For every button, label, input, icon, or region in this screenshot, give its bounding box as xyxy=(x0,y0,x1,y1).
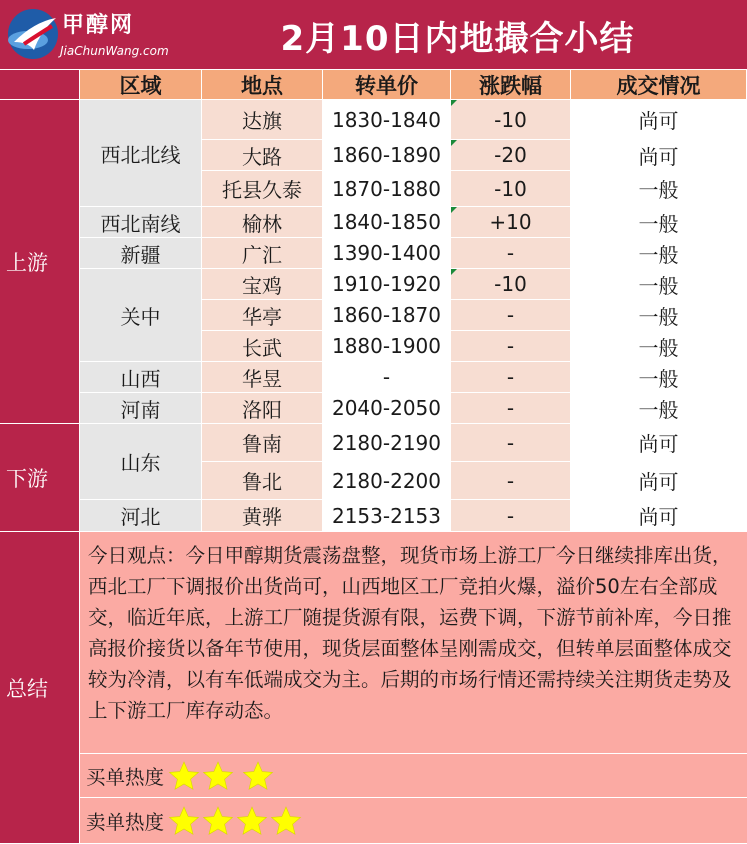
location-cell: 托县久泰 xyxy=(202,171,323,207)
change-cell: - xyxy=(451,331,571,362)
col-header-status: 成交情况 xyxy=(571,70,747,100)
comment-marker xyxy=(451,140,457,146)
location-cell: 大路 xyxy=(202,140,323,171)
site-logo xyxy=(4,4,169,66)
change-cell: -20 xyxy=(451,140,571,171)
logo-url: JiaChunWang.com xyxy=(60,44,169,58)
change-cell: +10 xyxy=(451,207,571,238)
sell-heat-row xyxy=(80,798,747,844)
logo-emblem-icon xyxy=(4,4,62,62)
star-icon xyxy=(202,805,234,837)
buy-heat-row xyxy=(80,754,747,798)
star-icon xyxy=(236,805,268,837)
region-hebei: 河北 xyxy=(80,500,202,532)
col-header-change: 涨跌幅 xyxy=(451,70,571,100)
location-cell: 榆林 xyxy=(202,207,323,238)
col-header-location: 地点 xyxy=(202,70,323,100)
header-bar xyxy=(0,0,747,70)
comment-marker xyxy=(451,100,457,106)
location-cell: 鲁北 xyxy=(202,462,323,500)
price-cell: 2180-2190 xyxy=(323,424,451,462)
location-cell: 华昱 xyxy=(202,362,323,393)
sell-heat-stars xyxy=(168,805,304,837)
status-cell: 一般 xyxy=(571,393,747,424)
location-cell: 宝鸡 xyxy=(202,269,323,300)
header-side-blank xyxy=(0,70,80,100)
summary-text: 今日观点：今日甲醇期货震荡盘整，现货市场上游工厂今日继续排库出货，西北工厂下调报价出货尚可，山西地区工厂竞拍火爆，溢价50左右全部成交，临近年底，上游工厂随提货源有限，运费下调，下游节前补库，今日推高报价接货以备年节使用，现货层面整体呈刚需成交，但转单层面整体成交较为冷清，以有车低端成交为主。后期的市场行情还需持续关注期货走势及上下游工厂库存动态。 xyxy=(80,532,747,754)
price-cell: 2153-2153 xyxy=(323,500,451,532)
change-cell: - xyxy=(451,300,571,331)
sell-heat-label: 卖单热度 xyxy=(86,810,165,834)
price-cell: - xyxy=(323,362,451,393)
status-cell: 尚可 xyxy=(571,462,747,500)
price-cell: 1830-1840 xyxy=(323,100,451,140)
region-shandong: 山东 xyxy=(80,424,202,500)
change-cell: -10 xyxy=(451,100,571,140)
col-header-region: 区域 xyxy=(80,70,202,100)
status-cell: 尚可 xyxy=(571,100,747,140)
price-cell: 1390-1400 xyxy=(323,238,451,269)
change-cell: -10 xyxy=(451,269,571,300)
col-header-price: 转单价 xyxy=(323,70,451,100)
status-cell: 一般 xyxy=(571,171,747,207)
change-cell: - xyxy=(451,238,571,269)
region-northwest-south: 西北南线 xyxy=(80,207,202,238)
star-icon xyxy=(270,805,302,837)
location-cell: 黄骅 xyxy=(202,500,323,532)
price-cell: 1880-1900 xyxy=(323,331,451,362)
status-cell: 尚可 xyxy=(571,424,747,462)
status-cell: 一般 xyxy=(571,362,747,393)
status-cell: 一般 xyxy=(571,331,747,362)
section-upstream: 上游 xyxy=(0,100,80,424)
buy-heat-label: 买单热度 xyxy=(86,765,165,789)
page-title: 2月10日内地撮合小结 xyxy=(280,18,635,59)
region-henan: 河南 xyxy=(80,393,202,424)
location-cell: 长武 xyxy=(202,331,323,362)
change-cell: - xyxy=(451,500,571,532)
region-shanxi: 山西 xyxy=(80,362,202,393)
location-cell: 鲁南 xyxy=(202,424,323,462)
star-icon xyxy=(168,760,200,792)
star-icon xyxy=(242,760,274,792)
location-cell: 华亭 xyxy=(202,300,323,331)
change-cell: - xyxy=(451,362,571,393)
price-cell: 1840-1850 xyxy=(323,207,451,238)
change-cell: - xyxy=(451,393,571,424)
region-northwest-north: 西北北线 xyxy=(80,100,202,207)
price-cell: 1860-1870 xyxy=(323,300,451,331)
change-cell: -10 xyxy=(451,171,571,207)
change-cell: - xyxy=(451,424,571,462)
region-guanzhong: 关中 xyxy=(80,269,202,362)
buy-heat-stars xyxy=(168,760,276,792)
location-cell: 洛阳 xyxy=(202,393,323,424)
comment-marker xyxy=(451,269,457,275)
logo-name: 甲醇网 xyxy=(62,12,135,38)
star-icon xyxy=(168,805,200,837)
section-downstream: 下游 xyxy=(0,424,80,532)
status-cell: 一般 xyxy=(571,269,747,300)
status-cell: 尚可 xyxy=(571,500,747,532)
change-cell: - xyxy=(451,462,571,500)
status-cell: 一般 xyxy=(571,207,747,238)
location-cell: 达旗 xyxy=(202,100,323,140)
status-cell: 一般 xyxy=(571,300,747,331)
section-summary: 总结 xyxy=(0,532,80,844)
price-cell: 1910-1920 xyxy=(323,269,451,300)
comment-marker xyxy=(451,207,457,213)
status-cell: 一般 xyxy=(571,238,747,269)
price-cell: 2040-2050 xyxy=(323,393,451,424)
price-cell: 1870-1880 xyxy=(323,171,451,207)
star-icon xyxy=(202,760,234,792)
location-cell: 广汇 xyxy=(202,238,323,269)
region-xinjiang: 新疆 xyxy=(80,238,202,269)
price-cell: 2180-2200 xyxy=(323,462,451,500)
price-cell: 1860-1890 xyxy=(323,140,451,171)
status-cell: 尚可 xyxy=(571,140,747,171)
